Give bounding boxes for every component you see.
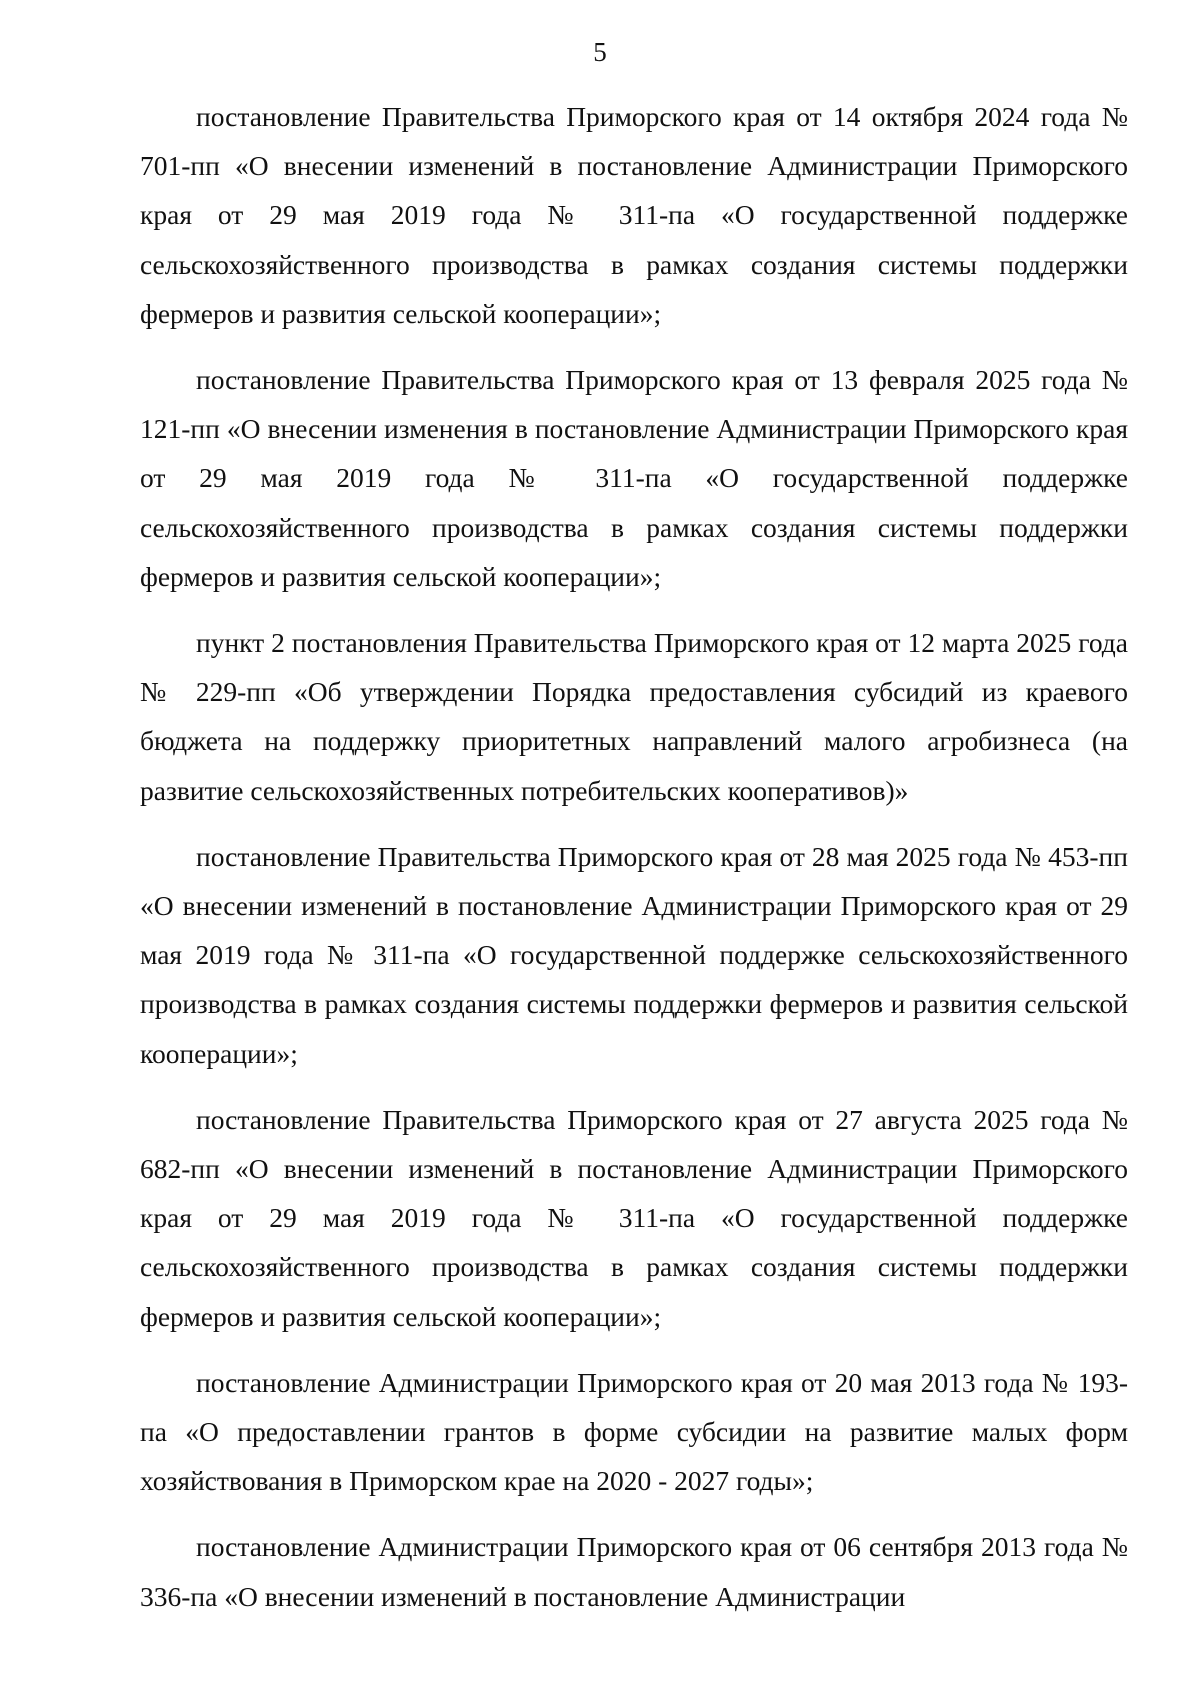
paragraph-resolution-336-pa: постановление Администрации Приморского края от 06 сентября 2013 года № 336-па «О внесении изменений в постановление Администрации: [140, 1531, 1128, 1612]
paragraph-resolution-682-pp: постановление Правительства Приморского края от 27 августа 2025 года № 682-пп «О внесении изменений в постановление Администрации Приморского края от 29 мая 2019 года № 311-па «О государственной поддержке сельскохозяйственного производства в рамках создания системы поддержки фермеров и развития сельской кооперации»;: [140, 1103, 1128, 1332]
paragraph-resolution-193-pa: постановление Администрации Приморского края от 20 мая 2013 года № 193-па «О предоставлении грантов в форме субсидии на развитие малых форм хозяйствования в Приморском крае на 2020 - 2027 годы»;: [140, 1366, 1128, 1497]
paragraph-resolution-453-pp: постановление Правительства Приморского края от 28 мая 2025 года № 453-пп «О внесении изменений в постановление Администрации Приморского края от 29 мая 2019 года № 311-па «О государственной поддержке сельскохозяйственного производства в рамках создания системы поддержки фермеров и развития сельской кооперации»;: [140, 840, 1128, 1069]
paragraph-resolution-229-pp: пункт 2 постановления Правительства Приморского края от 12 марта 2025 года № 229-пп «Об утверждении Порядка предоставления субсидий из краевого бюджета на поддержку приоритетных направлений малого агробизнеса (на развитие сельскохозяйственных потребительских кооперативов)»: [140, 627, 1128, 806]
paragraph-resolution-121-pp: постановление Правительства Приморского края от 13 февраля 2025 года № 121-пп «О внесении изменения в постановление Администрации Приморского края от 29 мая 2019 года № 311-па «О государственной поддержке сельскохозяйственного производства в рамках создания системы поддержки фермеров и развития сельской кооперации»;: [140, 364, 1128, 592]
paragraph-resolution-701-pp: постановление Правительства Приморского края от 14 октября 2024 года № 701-пп «О внесении изменений в постановление Администрации Приморского края от 29 мая 2019 года № 311-па «О государственной поддержке сельскохозяйственного производства в рамках создания системы поддержки фермеров и развития сельской кооперации»;: [140, 101, 1128, 329]
document-body: [140, 92, 1128, 1638]
page-number: 5: [593, 37, 607, 67]
